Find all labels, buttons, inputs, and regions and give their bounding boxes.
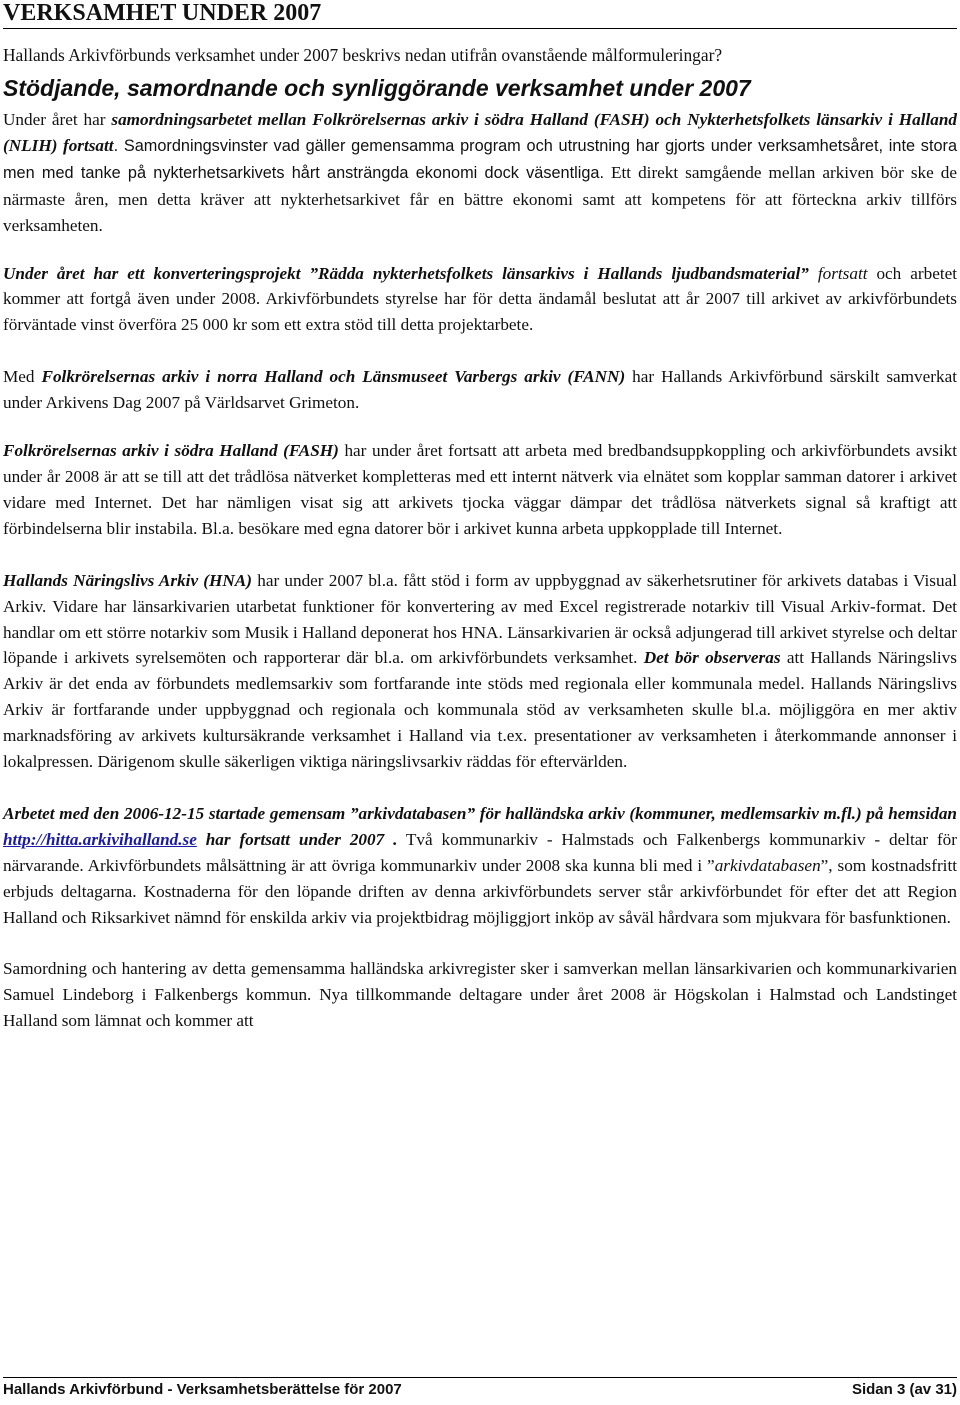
spacer bbox=[3, 930, 957, 956]
page-footer bbox=[3, 1381, 957, 1398]
section-heading: Stödjande, samordnande och synliggörande verksamhet under 2007 bbox=[3, 75, 751, 101]
p2-italic: fortsatt bbox=[808, 263, 868, 283]
paragraph-arkivdatabasen bbox=[3, 801, 957, 931]
intro-text: Hallands Arkivförbunds verksamhet under 2007 beskrivs nedan utifrån ovanstående målformuleringar? bbox=[3, 45, 723, 65]
p5-text-d: att Hallands Näringslivs Arkiv är det enda av förbundets medlemsarkiv som fortfarande inte stöds med regionala eller kommunala medel. Hallands Näringslivs Arkiv är fortfarande under uppbyggnad och regionala och kommunala stöd av verksamheten skulle bl.a. möjliggöra en mer aktiv marknadsföring av arkivets kultursäkrande verksamhet i Halland via t.ex. presentationer av verksamheten i återkommande annonser i lokalpressen. Därigenom skulle säkerligen viktiga näringslivsarkiv räddas för eftervärlden. bbox=[3, 648, 957, 772]
spacer bbox=[3, 338, 957, 364]
paragraph-samordning-register: Samordning och hantering av detta gemensamma halländska arkivregister sker i samverkan mellan länsarkivarien och kommunarkivarien Samuel Lindeborg i Falkenbergs kommun. Nya tillkommande deltagare under året 2008 är Högskolan i Halmstad och Landstinget Halland som lämnat och kommer att bbox=[3, 959, 957, 1031]
p6-italic: arkivdatabasen bbox=[714, 855, 821, 875]
p5-text-b: har under 2007 bl.a. fått stöd i form av uppbyggnad av säkerhetsrutiner för arkivets databas i Visual Arkiv. Vidare har länsarkivarien utarbetat funktioner för konvertering av med Excel registrerade notarkiv till Visual Arkiv-format. Det handlar om ett större notarkiv som Musik i Halland deponerat hos HNA. Länsarkivarien är också adjungerad till arkivet styrelse och deltar löpande i arkivets syrelsemöten och rapporterar där bl.a. om arkivförbundets verksamhet. bbox=[3, 570, 957, 668]
spacer bbox=[3, 239, 957, 261]
footer-rule bbox=[3, 1377, 957, 1378]
p4-text: har under året fortsatt att arbeta med bredbandsuppkoppling och arkivförbundets avsikt under år 2008 är att se till att det trådlösa nätverket kompletteras med ett internt nätverk via elnätet som kopplar samman datorer i arkivet vidare med Internet. Det har nämligen visat sig att arkivets tjocka väggar dämpar det trådlösa nätverkets signal så kraftigt att förbindelserna blir instabila. Bl.a. besökare med egna datorer bör i arkivet kunna arbeta uppkopplade till Internet. bbox=[3, 441, 957, 538]
p6-emphasis-b: har fortsatt under 2007 . bbox=[196, 829, 398, 849]
p1-emphasis: samordningsarbetet mellan Folkrörelsernas arkiv i södra Halland (FASH) och Nykterhetsfolkets länsarkiv i Halland (NLIH) fortsatt bbox=[3, 110, 958, 155]
spacer bbox=[3, 775, 957, 801]
p1-text-c: . Samordningsvinster vad gäller gemensamma program och utrustning har gjorts under verksamhetsåret, inte stora men med tanke på nykterhetsarkivets hårt ansträngda ekonomi dock väsentliga. bbox=[3, 136, 958, 182]
spacer bbox=[3, 416, 957, 438]
p5-emphasis-observe: Det bör observeras bbox=[643, 648, 781, 668]
p3-emphasis: Folkrörelsernas arkiv i norra Halland och Länsmuseet Varbergs arkiv (FANN) bbox=[41, 367, 626, 387]
paragraph-konvertering bbox=[3, 261, 957, 339]
paragraph-hna bbox=[3, 568, 957, 775]
p6-text-c: Två kommunarkiv - Halmstads och Falkenbergs kommunarkiv - deltar för närvarande. Arkivförbundets målsättning är att övriga kommunarkiv under 2008 ska kunna bli med i ” bbox=[3, 829, 958, 875]
p6-emphasis-a: Arbetet med den 2006-12-15 startade gemensam ”arkivdatabasen” för halländska arkiv (kommuner, medlemsarkiv m.fl.) på hemsidan bbox=[3, 803, 957, 823]
p1-text-a: Under året har bbox=[3, 110, 112, 129]
paragraph-samordning bbox=[3, 107, 957, 239]
p4-emphasis: Folkrörelsernas arkiv i södra Halland (FASH) bbox=[3, 441, 339, 461]
p2-text: och arbetet kommer att fortgå även under 2008. Arkivförbundets styrelse har för detta ändamål beslutat att år 2007 till arkivet av arkivförbundets förväntade vinst överföra 25 000 kr som ett extra stöd till detta projektarbete. bbox=[3, 263, 957, 335]
hemsida-link[interactable]: http://hitta.arkivihalland.se bbox=[3, 829, 197, 849]
paragraph-fash bbox=[3, 438, 957, 542]
paragraph-fann bbox=[3, 364, 957, 416]
p5-emphasis: Hallands Näringslivs Arkiv (HNA) bbox=[3, 570, 252, 590]
page-heading: VERKSAMHET UNDER 2007 bbox=[3, 0, 322, 26]
p2-emphasis: Under året har ett konverteringsprojekt ”Rädda nykterhetsfolkets länsarkivs i Hallands ljudbandsmaterial” bbox=[3, 263, 809, 283]
p3-text-c: har Hallands Arkivförbund särskilt samverkat under Arkivens Dag 2007 på Världsarvet Grimeton. bbox=[3, 367, 957, 413]
spacer bbox=[3, 542, 957, 568]
heading-rule bbox=[3, 28, 957, 29]
p3-text-a: Med bbox=[3, 367, 42, 387]
footer-title: Hallands Arkivförbund - Verksamhetsberättelse för 2007 bbox=[3, 1381, 402, 1398]
page-number: Sidan 3 (av 31) bbox=[851, 1381, 957, 1398]
p1-text-d: Ett direkt samgående mellan arkiven bör ske de närmaste åren, men detta kräver att nykterhetsarkivet får en bättre ekonomi samt att kompetens för att förteckna arkiv tillförs verksamheten. bbox=[3, 162, 957, 235]
p6-text-e: ”, som kostnadsfritt erbjuds deltagarna. Kostnaderna för den löpande driften av denna arkivförbundets server står arkivförbundet för efter det att Region Halland och Riksarkivet nämnd för enskilda arkiv via projektbidrag möjliggjort inköp av såväl hårdvara som mjukvara för basfunktionen. bbox=[3, 855, 958, 927]
